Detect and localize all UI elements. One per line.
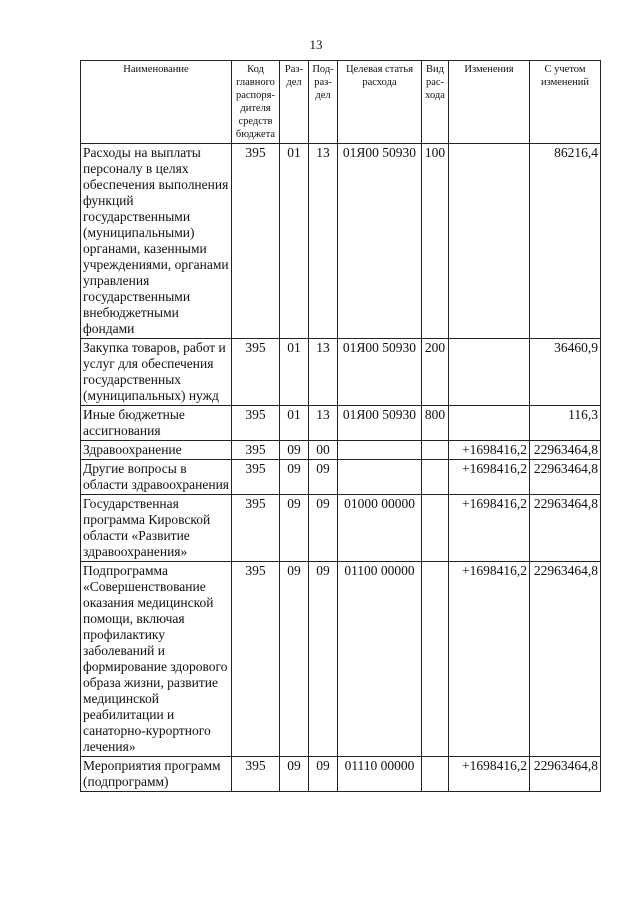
row-razdel: 01 [280,339,309,406]
table-row [81,406,601,441]
row-podrazdel: 09 [309,495,338,562]
row-total: 22963464,8 [530,460,601,495]
table-row [81,441,601,460]
row-podrazdel: 13 [309,144,338,339]
page-number: 13 [309,37,323,52]
row-total: 22963464,8 [530,441,601,460]
row-code: 395 [232,757,280,792]
row-total: 36460,9 [530,339,601,406]
header-razdel: Раз-дел [280,61,309,144]
row-change [449,144,530,339]
row-target: 01000 00000 [338,495,422,562]
header-vid: Вид рас-хода [422,61,449,144]
header-target: Целевая статья расхода [338,61,422,144]
row-vid: 200 [422,339,449,406]
row-razdel: 09 [280,495,309,562]
row-razdel: 01 [280,406,309,441]
row-code: 395 [232,562,280,757]
table-row [81,339,601,406]
row-podrazdel: 13 [309,406,338,441]
row-target: 01Я00 50930 [338,406,422,441]
row-total: 22963464,8 [530,757,601,792]
row-target [338,441,422,460]
table-row [81,144,601,339]
row-code: 395 [232,406,280,441]
row-total: 116,3 [530,406,601,441]
row-change: +1698416,2 [449,562,530,757]
header-podrazdel: Под-раз-дел [309,61,338,144]
row-vid [422,495,449,562]
row-change [449,339,530,406]
table-row [81,562,601,757]
row-total: 22963464,8 [530,495,601,562]
row-podrazdel: 13 [309,339,338,406]
row-code: 395 [232,441,280,460]
row-target: 01Я00 50930 [338,339,422,406]
row-name: Расходы на выплаты персоналу в целях обеспечения выполнения функций государственными (муниципальными) органами, казенными учреждениями, органами управления государственными внебюджетными фондами [81,144,232,339]
row-podrazdel: 00 [309,441,338,460]
row-razdel: 09 [280,562,309,757]
header-total: С учетом изменений [530,61,601,144]
header-change: Изменения [449,61,530,144]
row-change: +1698416,2 [449,460,530,495]
row-razdel: 09 [280,757,309,792]
row-vid [422,562,449,757]
row-total: 86216,4 [530,144,601,339]
row-change: +1698416,2 [449,441,530,460]
row-target: 01100 00000 [338,562,422,757]
row-razdel: 09 [280,460,309,495]
table-row [81,757,601,792]
row-vid: 800 [422,406,449,441]
row-target [338,460,422,495]
row-name: Здравоохранение [81,441,232,460]
row-target: 01110 00000 [338,757,422,792]
row-razdel: 09 [280,441,309,460]
row-name: Государственная программа Кировской области «Развитие здравоохранения» [81,495,232,562]
row-name: Иные бюджетные ассигнования [81,406,232,441]
row-name: Мероприятия программ (подпрограмм) [81,757,232,792]
row-code: 395 [232,460,280,495]
row-vid: 100 [422,144,449,339]
row-target: 01Я00 50930 [338,144,422,339]
row-change: +1698416,2 [449,757,530,792]
table-row [81,495,601,562]
row-code: 395 [232,495,280,562]
row-podrazdel: 09 [309,460,338,495]
row-vid [422,441,449,460]
row-vid [422,460,449,495]
row-total: 22963464,8 [530,562,601,757]
row-code: 395 [232,339,280,406]
table-header-row [81,61,601,144]
row-razdel: 01 [280,144,309,339]
row-podrazdel: 09 [309,757,338,792]
row-change [449,406,530,441]
row-podrazdel: 09 [309,562,338,757]
header-code: Код главного распоря-дителя средств бюджета [232,61,280,144]
row-name: Другие вопросы в области здравоохранения [81,460,232,495]
row-change: +1698416,2 [449,495,530,562]
row-code: 395 [232,144,280,339]
row-vid [422,757,449,792]
table-row [81,460,601,495]
header-name: Наименование [81,61,232,144]
row-name: Подпрограмма «Совершенствование оказания медицинской помощи, включая профилактику заболеваний и формирование здорового образа жизни, развитие медицинской реабилитации и санаторно-курортного лечения» [81,562,232,757]
budget-table [80,60,601,792]
row-name: Закупка товаров, работ и услуг для обеспечения государственных (муниципальных) нужд [81,339,232,406]
